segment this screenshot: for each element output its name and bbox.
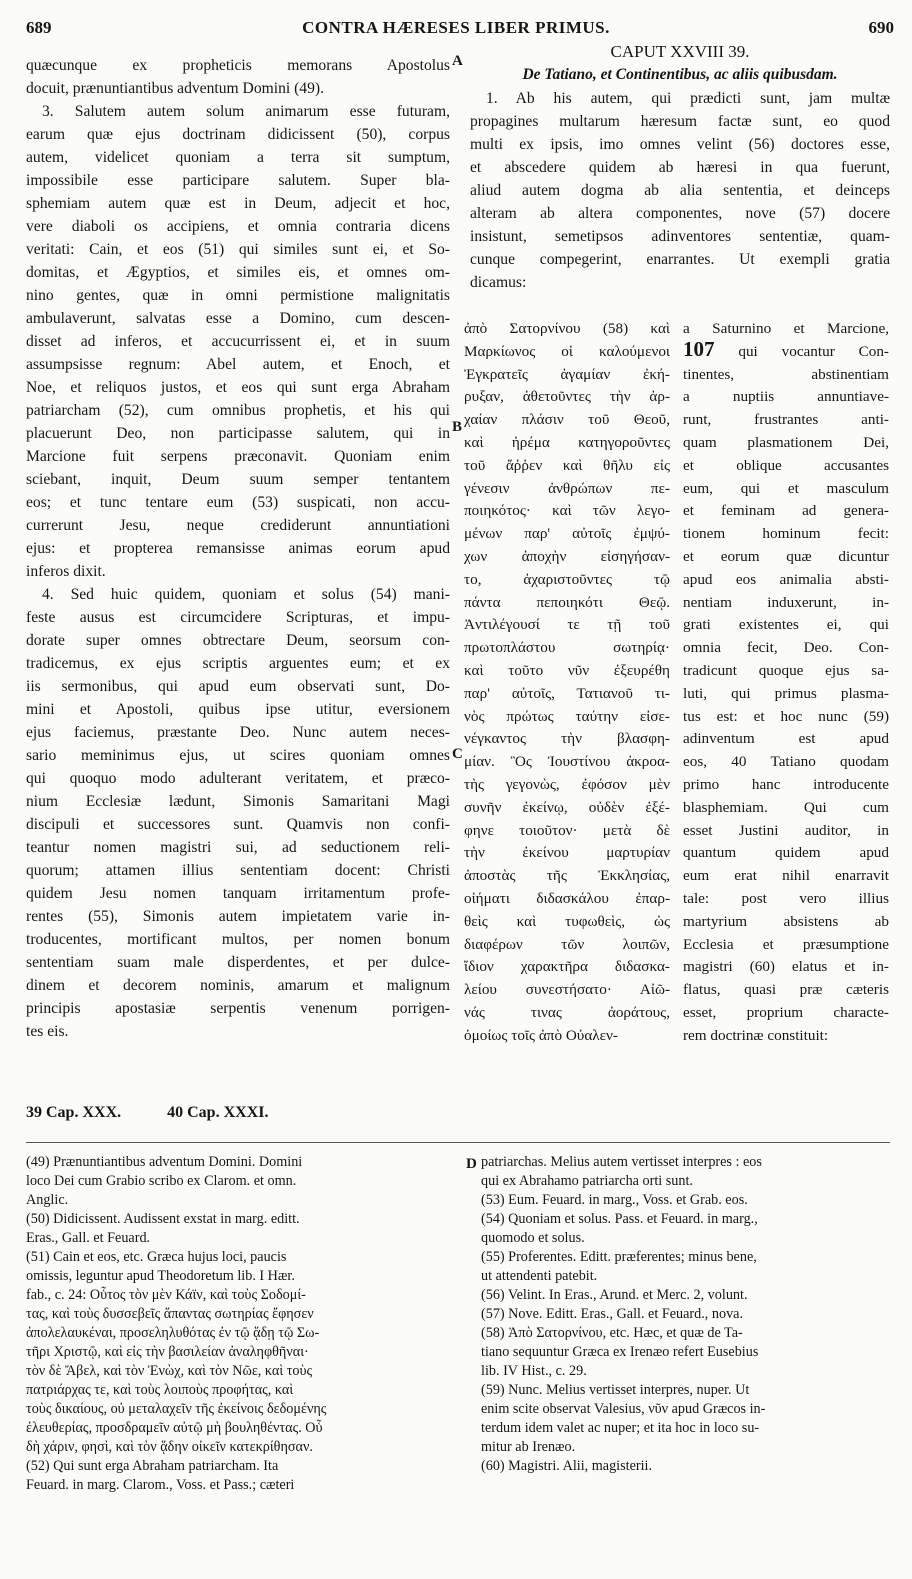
- latin-line: eum erat nihil enarravit: [683, 867, 889, 885]
- text-line: docuit, prænuntiantibus adventum Domini (49).: [26, 80, 324, 97]
- left-text-column: [26, 54, 450, 1043]
- greek-line: τοῦ ἄῤῥεν καὶ θῆλυ εἰς: [464, 456, 670, 474]
- footnote-line: Eras., Gall. et Feuard.: [26, 1230, 151, 1246]
- text-line: et abscedere quidem ab hæresi in qua fuerunt,: [470, 159, 890, 176]
- latin-line: tus est: et hoc nunc (59): [683, 707, 889, 725]
- latin-line: grati existentes ei, qui: [683, 616, 889, 634]
- latin-line: a Saturnino et Marcione,: [683, 320, 889, 337]
- text-line: insistunt, semetipsos adinventores sententiæ, quam-: [470, 228, 890, 245]
- latin-line: tradicunt quoque ejus sa-: [683, 661, 889, 679]
- footnotes-left: [26, 1153, 450, 1495]
- column-marker-107: 107: [683, 340, 715, 361]
- footnote-line: tiano sequuntur Græca ex Irenæo refert Eusebius: [481, 1344, 759, 1360]
- text-line: mini et Apostoli, quibus ipse utitur, eversionem: [26, 701, 450, 718]
- text-line: discipuli et successores sunt. Quamvis non confi-: [26, 816, 450, 833]
- text-line: dinem et decorem nominis, amarum et malignum: [26, 977, 450, 994]
- text-line: ambulaverunt, salvatas esse a Domino, cum descen-: [26, 310, 450, 327]
- chapter-cross-references: [26, 1104, 310, 1122]
- latin-line: quam plasmationem Dei,: [683, 433, 889, 451]
- text-line: inferos dixit.: [26, 563, 106, 580]
- text-line: 3. Salutem autem solum animarum esse futuram,: [42, 103, 450, 120]
- text-line: impossibile esse participare salutem. Super bla-: [26, 172, 450, 189]
- margin-letter-b: B: [452, 419, 463, 435]
- text-line: feste ausus est circumcidere Scripturas, et impu-: [26, 609, 450, 626]
- greek-line: γένεσιν ἀνθρώπων πε-: [464, 479, 670, 497]
- greek-line: καὶ τοῦτο νῦν ἐξευρέθη: [464, 661, 670, 679]
- latin-line: martyrium absistens ab: [683, 912, 889, 930]
- latin-line: runt, frustrantes anti-: [683, 411, 889, 429]
- text-line: alteram ab altera componentes, nove (57) docere: [470, 205, 890, 222]
- footnote-line: πατριάρχας τε, καὶ τοὺς λοιποὺς προφήτας, καὶ: [26, 1382, 294, 1398]
- running-title: CONTRA HÆRESES LIBER PRIMUS.: [302, 18, 610, 37]
- text-line: qui quoquo modo adulterant veritatem, et præco-: [26, 770, 450, 787]
- chapter-note: 40 Cap. XXXI.: [167, 1104, 269, 1121]
- greek-line: χων ἀποχὴν εἰσηγήσαν-: [464, 547, 670, 565]
- text-line: quorum; attamen illius sententiam docent: Christi: [26, 862, 450, 879]
- page-number-right: 690: [868, 18, 894, 37]
- latin-line: rem doctrinæ constituit:: [683, 1026, 829, 1044]
- footnote-line: (60) Magistri. Alii, magisterii.: [481, 1458, 653, 1474]
- text-line: nium Ecclesiæ lædunt, Simonis Samaritani Magi: [26, 793, 450, 810]
- text-line: Marcione fuit serpens præconavit. Quoniam enim: [26, 448, 450, 465]
- greek-line: νάς τινας ἀοράτους,: [464, 1003, 670, 1021]
- right-text-column: [470, 40, 890, 294]
- text-line: rentes (55), Simonis autem impietatem varie in-: [26, 908, 450, 925]
- greek-line: θεὶς καὶ τυφωθεὶς, ὡς: [464, 912, 670, 930]
- text-line: sciebant, inquit, Deum suum semper tentantem: [26, 471, 450, 488]
- text-line: veritati: Cain, et eos (51) qui similes sunt ei, et So-: [26, 241, 450, 258]
- text-line: quæcunque ex propheticis memorans Apostolus: [26, 57, 450, 74]
- greek-text-column: [464, 318, 670, 1048]
- footnote-line: enim scite observat Valesius, νῦν apud Græcos in-: [481, 1401, 766, 1417]
- greek-line: Ἀντιλέγουσί τε τῇ τοῦ: [464, 616, 670, 634]
- latin-line: tale: post vero illius: [683, 889, 889, 907]
- latin-line: eos, 40 Tatiano quodam: [683, 753, 889, 771]
- footnote-line: quomodo et solus.: [481, 1230, 585, 1246]
- footnote-line: δὴ χάριν, φησὶ, καὶ τὸν ᾅδην οἰκεῖν κατεκρίθησαν.: [26, 1439, 313, 1455]
- greek-line: διαφέρων τῶν λοιπῶν,: [464, 935, 670, 953]
- page-number-left: 689: [26, 18, 52, 37]
- latin-line: flatus, quasi præ cæteris: [683, 981, 889, 999]
- text-line: troducentes, mortificant multos, per nomen bonum: [26, 931, 450, 948]
- greek-line: Μαρκίωνος οἱ καλούμενοι: [464, 342, 670, 360]
- footnote-line: (49) Prænuntiantibus adventum Domini. Domini: [26, 1154, 303, 1170]
- greek-line: τὴν ἐκείνου μαρτυρίαν: [464, 844, 670, 862]
- text-line: 4. Sed huic quidem, quoniam et solus (54) mani-: [42, 586, 450, 603]
- greek-line: νὸς πρώτως ταύτην εἰσε-: [464, 707, 670, 725]
- text-line: sario meminimus ejus, ut scires quoniam omnes: [26, 747, 450, 764]
- latin-translation-column: [683, 318, 889, 1048]
- footnote-line: τοὺς δικαίους, οὐ μεταλαχεῖν τῆς ἐκείνοις δεδομένης: [26, 1401, 327, 1417]
- latin-line: quantum quidem apud: [683, 844, 889, 862]
- latin-line: nentiam induxerunt, in-: [683, 593, 889, 611]
- footnote-line: (54) Quoniam et solus. Pass. et Feuard. in marg.,: [481, 1211, 758, 1227]
- text-line: autem, videlicet quoniam a terra sit sumptum,: [26, 149, 450, 166]
- greek-line: νέγκαντος τὴν βλασφη-: [464, 730, 670, 748]
- greek-line: καὶ ἠρέμα κατηγοροῦντες: [464, 433, 670, 451]
- latin-line: Ecclesia et præsumptione: [683, 935, 889, 953]
- greek-line: μένων παρ' αὐτοῖς ἐμψύ-: [464, 525, 670, 543]
- text-line: quidem Jesu nomen tanquam irritamentum profe-: [26, 885, 450, 902]
- greek-line: πρωτοπλάστου σωτηρίᾳ·: [464, 639, 670, 657]
- text-line: dorate super omnes obtrectare Deum, seorsum con-: [26, 632, 450, 649]
- text-line: ejus faciemus, præstante Deo. Nunc autem neces-: [26, 724, 450, 741]
- footnote-line: (51) Cain et eos, etc. Græca hujus loci, paucis: [26, 1249, 287, 1265]
- latin-line-text: qui vocantur Con-: [738, 342, 889, 360]
- text-line: currerunt Jesu, neque crediderunt annuntiationi: [26, 517, 450, 534]
- footnote-line: patriarchas. Melius autem vertisset interpres : eos: [481, 1154, 762, 1170]
- greek-line: λείου συνεστήσατο· Αἰῶ-: [464, 981, 670, 999]
- text-line: propagines multarum hæresum factæ sunt, eo quod: [470, 113, 890, 130]
- greek-line: μίαν. Ὃς Ἰουστίνου ἀκροα-: [464, 753, 670, 771]
- footnote-line: τὸν δὲ Ἄβελ, καὶ τὸν Ἐνὼχ, καὶ τὸν Νῶε, καὶ τοὺς: [26, 1363, 313, 1379]
- footnote-line: Anglic.: [26, 1192, 69, 1208]
- greek-line: ἀπὸ Σατορνίνου (58) καὶ: [464, 320, 670, 337]
- text-line: teantur nomen magistri sui, ad seductionem reli-: [26, 839, 450, 856]
- footnote-line: lib. IV Hist., c. 29.: [481, 1363, 587, 1379]
- footnote-line: terdum idem valet ac nuper; et ita hoc in loco su-: [481, 1420, 760, 1436]
- footnote-line: omissis, leguntur apud Theodoretum lib. I Hær.: [26, 1268, 295, 1284]
- text-line: assumpsisse regnum: Abel autem, et Enoch, et: [26, 356, 450, 373]
- latin-line: primo hanc introducente: [683, 775, 889, 793]
- footnote-line: mitur ab Irenæo.: [481, 1439, 576, 1455]
- latin-line: tinentes, abstinentiam: [683, 365, 889, 383]
- greek-line: ποιηκότος· καὶ τῶν λεγο-: [464, 502, 670, 520]
- latin-line: et oblique accusantes: [683, 456, 889, 474]
- footnote-line: ἐλευθερίας, προσδραμεῖν αὐτῷ μὴ βουληθέντας. Οὗ: [26, 1420, 323, 1436]
- text-line: tradicemus, ex ejus scriptis arguentes eum; et ex: [26, 655, 450, 672]
- latin-line: et eorum quæ dicuntur: [683, 547, 889, 565]
- footnotes-right: [481, 1153, 891, 1476]
- latin-line: tionem hominum fecit:: [683, 525, 889, 543]
- latin-line: omnia fecit, Deo. Con-: [683, 639, 889, 657]
- greek-line: πάντα πεποιηκότι Θεῷ.: [464, 593, 670, 611]
- latin-line: eum, qui et masculum: [683, 479, 889, 497]
- text-line: multi ex ipsis, imo omnes velint (56) doctores esse,: [470, 136, 890, 153]
- text-line: vere diaboli os accipiens, et omnia contraria dicens: [26, 218, 450, 235]
- text-line: tes eis.: [26, 1023, 69, 1040]
- chapter-heading: CAPUT XXVIII 39.: [610, 42, 750, 61]
- greek-line: ἀποστὰς τῆς Ἐκκλησίας,: [464, 867, 670, 885]
- text-line: aliud autem dogma ab alia sententia, et deinceps: [470, 182, 890, 199]
- greek-line: το, ἀχαριστοῦντες τῷ: [464, 570, 670, 588]
- greek-line: φηνε τοιοῦτον· μετὰ δὲ: [464, 821, 670, 839]
- text-line: Noe, et reliquos justos, et eos qui sunt erga Abraham: [26, 379, 450, 396]
- text-line: nino gentes, quæ in omni permistione malignitatis: [26, 287, 450, 304]
- text-line: sententiam suam male disperdentes, et per dulce-: [26, 954, 450, 971]
- footnote-line: τῆρι Χριστῷ, καὶ εἰς τὴν βασιλείαν ἀναληφθῆναι·: [26, 1344, 309, 1360]
- footnote-line: qui ex Abrahamo patriarcha orti sunt.: [481, 1173, 693, 1189]
- text-line: disset ad inferos, et accucurrissent ei, et in suum: [26, 333, 450, 350]
- text-line: ejus: et propterea remansisse animas eorum apud: [26, 540, 450, 557]
- margin-letter-d: D: [466, 1156, 477, 1172]
- margin-letter-a: A: [452, 53, 463, 69]
- footnote-line: (57) Nove. Editt. Eras., Gall. et Feuard., nova.: [481, 1306, 744, 1322]
- footnote-line: (59) Nunc. Melius vertisset interpres, nuper. Ut: [481, 1382, 750, 1398]
- latin-line: luti, qui primus plasma-: [683, 684, 889, 702]
- latin-line: magistri (60) elatus et in-: [683, 958, 889, 976]
- latin-line: a nuptiis annuntiave-: [683, 388, 889, 406]
- latin-line: esset, proprium characte-: [683, 1003, 889, 1021]
- text-line: principis apostasiæ serpentis venenum porrigen-: [26, 1000, 450, 1017]
- text-line: domitas, et Ægyptios, et similes eis, et omnes om-: [26, 264, 450, 281]
- greek-line: συνῆν ἐκείνῳ, οὐδὲν ἐξέ-: [464, 798, 670, 816]
- footnote-line: Feuard. in marg. Clarom., Voss. et Pass.; cæteri: [26, 1477, 295, 1493]
- greek-line: τὴς γεγονὼς, ἐφόσον μὲν: [464, 775, 670, 793]
- text-line: placuerunt Deo, non participasse salutem, qui in: [26, 425, 450, 442]
- greek-line: ἴδιον χαρακτῆρα διδασκα-: [464, 958, 670, 976]
- text-line: sphemiam autem quæ est in Deum, adjecit et hoc,: [26, 195, 450, 212]
- latin-line: et feminam ad genera-: [683, 502, 889, 520]
- latin-line: blasphemiam. Qui cum: [683, 798, 889, 816]
- footnote-line: ἀπολελαυκέναι, προσεληλυθότας ἐν τῷ ᾅδῃ τῷ Σω-: [26, 1325, 320, 1341]
- footnote-line: (55) Proferentes. Editt. præferentes; minus bene,: [481, 1249, 757, 1265]
- footnote-line: ut attendenti patebit.: [481, 1268, 598, 1284]
- text-line: patriarcham (52), cum omnibus prophetis, et his qui: [26, 402, 450, 419]
- greek-line: Ἐγκρατεῖς ἀγαμίαν ἐκή-: [464, 365, 670, 383]
- text-line: iis sermonibus, qui apud eum observati sunt, Do-: [26, 678, 450, 695]
- chapter-note: 39 Cap. XXX.: [26, 1104, 122, 1121]
- footnote-line: (58) Ἀπὸ Σατορνίνου, etc. Hæc, et quæ de Ta-: [481, 1325, 743, 1341]
- latin-line: adinventum est apud: [683, 730, 889, 748]
- text-line: dicamus:: [470, 274, 527, 291]
- footnote-line: (52) Qui sunt erga Abraham patriarcham. Ita: [26, 1458, 279, 1474]
- margin-letter-c: C: [452, 746, 463, 762]
- footnote-line: τας, καὶ τοὺς δυσσεβεῖς ἅπαντας σωτηρίας ἔφησεν: [26, 1306, 314, 1322]
- footnote-line: loco Dei cum Grabio scribo ex Clarom. et omn.: [26, 1173, 297, 1189]
- latin-line: esset Justini auditor, in: [683, 821, 889, 839]
- footnote-line: (56) Velint. In Eras., Arund. et Merc. 2, volunt.: [481, 1287, 748, 1303]
- greek-line: ὁμοίως τοῖς ἀπὸ Οὐαλεν-: [464, 1026, 618, 1044]
- latin-line: apud eos animalia absti-: [683, 570, 889, 588]
- footnote-line: fab., c. 24: Οὗτος τὸν μὲν Κάϊν, καὶ τοὺς Σοδομί-: [26, 1287, 306, 1303]
- text-line: eos; et tunc tentare eum (53) suspicati, non accu-: [26, 494, 450, 511]
- greek-line: χαίαν πλάσιν τοῦ Θεοῦ,: [464, 411, 670, 429]
- greek-line: οἰήματι διδασκάλου ἐπαρ-: [464, 889, 670, 907]
- latin-line-with-marker: [683, 341, 889, 364]
- greek-line: ρυξαν, ἀθετοῦντες τὴν ἀρ-: [464, 388, 670, 406]
- chapter-subtitle: De Tatiano, et Continentibus, ac aliis quibusdam.: [522, 66, 838, 83]
- footnote-divider: [26, 1142, 890, 1143]
- text-line: 1. Ab his autem, qui prædicti sunt, jam multæ: [486, 90, 890, 107]
- footnote-line: (50) Didicissent. Audissent exstat in marg. editt.: [26, 1211, 300, 1227]
- text-line: earum quæ ejus doctrinam didicissent (50), corpus: [26, 126, 450, 143]
- text-line: cunque compegerint, enarrantes. Ut exempli gratia: [470, 251, 890, 268]
- footnote-line: (53) Eum. Feuard. in marg., Voss. et Grab. eos.: [481, 1192, 748, 1208]
- chapter-opening-text: [470, 87, 890, 294]
- greek-line: παρ' αὐτοῖς, Τατιανοῦ τι-: [464, 684, 670, 702]
